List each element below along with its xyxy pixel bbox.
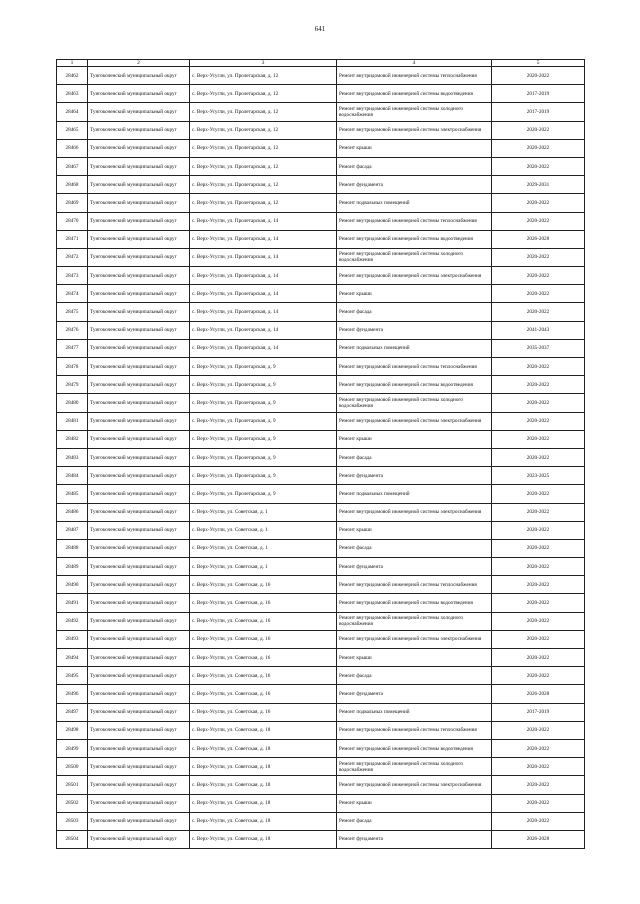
municipality-cell: Тунгокоченский муниципальный округ bbox=[88, 412, 190, 430]
address-cell: с. Верх-Усугли, ул. Пролетарская, д. 14 bbox=[190, 303, 337, 321]
address-cell: с. Верх-Усугли, ул. Пролетарская, д. 9 bbox=[190, 376, 337, 394]
address-cell: с. Верх-Усугли, ул. Советская, д. 1 bbox=[190, 521, 337, 539]
municipality-cell: Тунгокоченский муниципальный округ bbox=[88, 157, 190, 175]
row-number: 28499 bbox=[57, 739, 88, 757]
period-cell: 2020-2022 bbox=[492, 594, 585, 612]
row-number: 28502 bbox=[57, 794, 88, 812]
municipality-cell: Тунгокоченский муниципальный округ bbox=[88, 285, 190, 303]
table-row bbox=[57, 649, 585, 667]
period-cell: 2020-2022 bbox=[492, 539, 585, 557]
work-type-cell: Ремонт подвальных помещений bbox=[337, 485, 492, 503]
row-number: 28503 bbox=[57, 812, 88, 830]
row-number: 28488 bbox=[57, 539, 88, 557]
row-number: 28469 bbox=[57, 194, 88, 212]
municipality-cell: Тунгокоченский муниципальный округ bbox=[88, 194, 190, 212]
municipality-cell: Тунгокоченский муниципальный округ bbox=[88, 267, 190, 285]
municipality-cell: Тунгокоченский муниципальный округ bbox=[88, 85, 190, 103]
municipality-cell: Тунгокоченский муниципальный округ bbox=[88, 739, 190, 757]
row-number: 28496 bbox=[57, 685, 88, 703]
address-cell: с. Верх-Усугли, ул. Пролетарская, д. 12 bbox=[190, 121, 337, 139]
row-number: 28485 bbox=[57, 485, 88, 503]
period-cell: 2026-2028 bbox=[492, 830, 585, 848]
row-number: 28471 bbox=[57, 230, 88, 248]
period-cell: 2020-2022 bbox=[492, 139, 585, 157]
period-cell: 2020-2022 bbox=[492, 776, 585, 794]
address-cell: с. Верх-Усугли, ул. Пролетарская, д. 12 bbox=[190, 85, 337, 103]
municipality-cell: Тунгокоченский муниципальный округ bbox=[88, 667, 190, 685]
table-row bbox=[57, 503, 585, 521]
row-number: 28468 bbox=[57, 176, 88, 194]
column-header-3: 3 bbox=[190, 60, 337, 67]
table-row bbox=[57, 85, 585, 103]
table-row bbox=[57, 467, 585, 485]
work-type-cell: Ремонт внутридомовой инженерной системы водоотведения bbox=[337, 376, 492, 394]
table-row bbox=[57, 739, 585, 757]
address-cell: с. Верх-Усугли, ул. Советская, д. 18 bbox=[190, 758, 337, 776]
row-number: 28479 bbox=[57, 376, 88, 394]
municipality-cell: Тунгокоченский муниципальный округ bbox=[88, 703, 190, 721]
address-cell: с. Верх-Усугли, ул. Пролетарская, д. 12 bbox=[190, 139, 337, 157]
address-cell: с. Верх-Усугли, ул. Советская, д. 18 bbox=[190, 794, 337, 812]
table-row bbox=[57, 485, 585, 503]
address-cell: с. Верх-Усугли, ул. Пролетарская, д. 9 bbox=[190, 430, 337, 448]
table-row bbox=[57, 157, 585, 175]
address-cell: с. Верх-Усугли, ул. Пролетарская, д. 9 bbox=[190, 358, 337, 376]
work-type-cell: Ремонт фундамента bbox=[337, 685, 492, 703]
period-cell: 2017-2019 bbox=[492, 85, 585, 103]
table-row bbox=[57, 558, 585, 576]
address-cell: с. Верх-Усугли, ул. Пролетарская, д. 12 bbox=[190, 194, 337, 212]
table-row bbox=[57, 194, 585, 212]
period-cell: 2020-2022 bbox=[492, 285, 585, 303]
table-row bbox=[57, 412, 585, 430]
address-cell: с. Верх-Усугли, ул. Пролетарская, д. 9 bbox=[190, 412, 337, 430]
municipality-cell: Тунгокоченский муниципальный округ bbox=[88, 448, 190, 466]
address-cell: с. Верх-Усугли, ул. Пролетарская, д. 14 bbox=[190, 230, 337, 248]
row-number: 28478 bbox=[57, 358, 88, 376]
address-cell: с. Верх-Усугли, ул. Пролетарская, д. 9 bbox=[190, 467, 337, 485]
period-cell: 2020-2022 bbox=[492, 503, 585, 521]
work-type-cell: Ремонт внутридомовой инженерной системы теплоснабжения bbox=[337, 721, 492, 739]
row-number: 28494 bbox=[57, 649, 88, 667]
table-row bbox=[57, 267, 585, 285]
municipality-cell: Тунгокоченский муниципальный округ bbox=[88, 248, 190, 266]
period-cell: 2020-2022 bbox=[492, 739, 585, 757]
row-number: 28477 bbox=[57, 339, 88, 357]
table-row bbox=[57, 758, 585, 776]
table-row bbox=[57, 830, 585, 848]
address-cell: с. Верх-Усугли, ул. Пролетарская, д. 9 bbox=[190, 485, 337, 503]
municipality-cell: Тунгокоченский муниципальный округ bbox=[88, 176, 190, 194]
table-row bbox=[57, 394, 585, 412]
row-number: 28480 bbox=[57, 394, 88, 412]
table-row bbox=[57, 776, 585, 794]
period-cell: 2020-2022 bbox=[492, 794, 585, 812]
table-row bbox=[57, 67, 585, 85]
address-cell: с. Верх-Усугли, ул. Советская, д. 18 bbox=[190, 721, 337, 739]
table-row bbox=[57, 576, 585, 594]
work-type-cell: Ремонт внутридомовой инженерной системы водоотведения bbox=[337, 230, 492, 248]
period-cell: 2026-2028 bbox=[492, 230, 585, 248]
municipality-cell: Тунгокоченский муниципальный округ bbox=[88, 794, 190, 812]
period-cell: 2020-2022 bbox=[492, 667, 585, 685]
table-row bbox=[57, 358, 585, 376]
municipality-cell: Тунгокоченский муниципальный округ bbox=[88, 230, 190, 248]
work-type-cell: Ремонт внутридомовой инженерной системы холодного водоснабжения bbox=[337, 103, 492, 121]
work-type-cell: Ремонт внутридомовой инженерной системы холодного водоснабжения bbox=[337, 758, 492, 776]
municipality-cell: Тунгокоченский муниципальный округ bbox=[88, 539, 190, 557]
row-number: 28466 bbox=[57, 139, 88, 157]
table-row bbox=[57, 612, 585, 630]
table-row bbox=[57, 685, 585, 703]
period-cell: 2020-2022 bbox=[492, 812, 585, 830]
row-number: 28483 bbox=[57, 448, 88, 466]
work-type-cell: Ремонт фундамента bbox=[337, 558, 492, 576]
page-number: 641 bbox=[314, 25, 326, 33]
table-row bbox=[57, 630, 585, 648]
municipality-cell: Тунгокоченский муниципальный округ bbox=[88, 685, 190, 703]
address-cell: с. Верх-Усугли, ул. Пролетарская, д. 14 bbox=[190, 248, 337, 266]
work-type-cell: Ремонт внутридомовой инженерной системы теплоснабжения bbox=[337, 576, 492, 594]
period-cell: 2020-2022 bbox=[492, 267, 585, 285]
municipality-cell: Тунгокоченский муниципальный округ bbox=[88, 612, 190, 630]
municipality-cell: Тунгокоченский муниципальный округ bbox=[88, 430, 190, 448]
row-number: 28497 bbox=[57, 703, 88, 721]
address-cell: с. Верх-Усугли, ул. Советская, д. 18 bbox=[190, 830, 337, 848]
period-cell: 2020-2022 bbox=[492, 448, 585, 466]
table-header-row bbox=[57, 60, 585, 67]
municipality-cell: Тунгокоченский муниципальный округ bbox=[88, 139, 190, 157]
period-cell: 2017-2019 bbox=[492, 703, 585, 721]
row-number: 28504 bbox=[57, 830, 88, 848]
row-number: 28491 bbox=[57, 594, 88, 612]
table-row bbox=[57, 230, 585, 248]
work-type-cell: Ремонт внутридомовой инженерной системы водоотведения bbox=[337, 85, 492, 103]
row-number: 28492 bbox=[57, 612, 88, 630]
address-cell: с. Верх-Усугли, ул. Советская, д. 18 bbox=[190, 739, 337, 757]
period-cell: 2020-2022 bbox=[492, 194, 585, 212]
row-number: 28470 bbox=[57, 212, 88, 230]
table-row bbox=[57, 521, 585, 539]
address-cell: с. Верх-Усугли, ул. Пролетарская, д. 14 bbox=[190, 212, 337, 230]
period-cell: 2020-2022 bbox=[492, 630, 585, 648]
period-cell: 2020-2022 bbox=[492, 758, 585, 776]
municipality-cell: Тунгокоченский муниципальный округ bbox=[88, 812, 190, 830]
address-cell: с. Верх-Усугли, ул. Пролетарская, д. 12 bbox=[190, 176, 337, 194]
municipality-cell: Тунгокоченский муниципальный округ bbox=[88, 576, 190, 594]
table-row bbox=[57, 321, 585, 339]
address-cell: с. Верх-Усугли, ул. Советская, д. 1 bbox=[190, 539, 337, 557]
address-cell: с. Верх-Усугли, ул. Пролетарская, д. 14 bbox=[190, 321, 337, 339]
municipality-cell: Тунгокоченский муниципальный округ bbox=[88, 67, 190, 85]
row-number: 28465 bbox=[57, 121, 88, 139]
table-row bbox=[57, 285, 585, 303]
address-cell: с. Верх-Усугли, ул. Советская, д. 16 bbox=[190, 649, 337, 667]
table-row bbox=[57, 176, 585, 194]
table-row bbox=[57, 103, 585, 121]
column-header-5: 5 bbox=[492, 60, 585, 67]
period-cell: 2023-2025 bbox=[492, 467, 585, 485]
period-cell: 2020-2022 bbox=[492, 521, 585, 539]
table-row bbox=[57, 703, 585, 721]
table-row bbox=[57, 139, 585, 157]
address-cell: с. Верх-Усугли, ул. Пролетарская, д. 9 bbox=[190, 448, 337, 466]
row-number: 28490 bbox=[57, 576, 88, 594]
period-cell: 2020-2022 bbox=[492, 612, 585, 630]
row-number: 28464 bbox=[57, 103, 88, 121]
row-number: 28493 bbox=[57, 630, 88, 648]
table-row bbox=[57, 812, 585, 830]
municipality-cell: Тунгокоченский муниципальный округ bbox=[88, 467, 190, 485]
table-row bbox=[57, 248, 585, 266]
table-row bbox=[57, 721, 585, 739]
work-type-cell: Ремонт фасада bbox=[337, 812, 492, 830]
address-cell: с. Верх-Усугли, ул. Советская, д. 16 bbox=[190, 594, 337, 612]
municipality-cell: Тунгокоченский муниципальный округ bbox=[88, 594, 190, 612]
row-number: 28486 bbox=[57, 503, 88, 521]
work-type-cell: Ремонт фундамента bbox=[337, 830, 492, 848]
table-row bbox=[57, 539, 585, 557]
row-number: 28475 bbox=[57, 303, 88, 321]
work-type-cell: Ремонт внутридомовой инженерной системы водоотведения bbox=[337, 739, 492, 757]
municipality-cell: Тунгокоченский муниципальный округ bbox=[88, 649, 190, 667]
period-cell: 2020-2022 bbox=[492, 558, 585, 576]
municipality-cell: Тунгокоченский муниципальный округ bbox=[88, 776, 190, 794]
address-cell: с. Верх-Усугли, ул. Пролетарская, д. 14 bbox=[190, 285, 337, 303]
repair-schedule-table bbox=[56, 59, 585, 849]
work-type-cell: Ремонт крыши bbox=[337, 285, 492, 303]
municipality-cell: Тунгокоченский муниципальный округ bbox=[88, 830, 190, 848]
column-header-4: 4 bbox=[337, 60, 492, 67]
address-cell: с. Верх-Усугли, ул. Советская, д. 16 bbox=[190, 612, 337, 630]
row-number: 28472 bbox=[57, 248, 88, 266]
period-cell: 2020-2022 bbox=[492, 67, 585, 85]
work-type-cell: Ремонт фасада bbox=[337, 539, 492, 557]
work-type-cell: Ремонт внутридомовой инженерной системы водоотведения bbox=[337, 594, 492, 612]
municipality-cell: Тунгокоченский муниципальный округ bbox=[88, 103, 190, 121]
period-cell: 2020-2022 bbox=[492, 157, 585, 175]
period-cell: 2026-2028 bbox=[492, 685, 585, 703]
table-row bbox=[57, 448, 585, 466]
municipality-cell: Тунгокоченский муниципальный округ bbox=[88, 558, 190, 576]
address-cell: с. Верх-Усугли, ул. Пролетарская, д. 12 bbox=[190, 103, 337, 121]
work-type-cell: Ремонт фасада bbox=[337, 157, 492, 175]
address-cell: с. Верх-Усугли, ул. Советская, д. 16 bbox=[190, 685, 337, 703]
address-cell: с. Верх-Усугли, ул. Пролетарская, д. 12 bbox=[190, 157, 337, 175]
table-row bbox=[57, 339, 585, 357]
municipality-cell: Тунгокоченский муниципальный округ bbox=[88, 376, 190, 394]
municipality-cell: Тунгокоченский муниципальный округ bbox=[88, 721, 190, 739]
row-number: 28495 bbox=[57, 667, 88, 685]
period-cell: 2020-2022 bbox=[492, 412, 585, 430]
period-cell: 2020-2022 bbox=[492, 430, 585, 448]
municipality-cell: Тунгокоченский муниципальный округ bbox=[88, 121, 190, 139]
table-row bbox=[57, 121, 585, 139]
work-type-cell: Ремонт внутридомовой инженерной системы холодного водоснабжения bbox=[337, 612, 492, 630]
period-cell: 2035-2037 bbox=[492, 339, 585, 357]
municipality-cell: Тунгокоченский муниципальный округ bbox=[88, 521, 190, 539]
row-number: 28467 bbox=[57, 157, 88, 175]
address-cell: с. Верх-Усугли, ул. Советская, д. 18 bbox=[190, 776, 337, 794]
address-cell: с. Верх-Усугли, ул. Советская, д. 18 bbox=[190, 812, 337, 830]
column-header-2: 2 bbox=[88, 60, 190, 67]
municipality-cell: Тунгокоченский муниципальный округ bbox=[88, 321, 190, 339]
row-number: 28474 bbox=[57, 285, 88, 303]
work-type-cell: Ремонт фундамента bbox=[337, 321, 492, 339]
work-type-cell: Ремонт внутридомовой инженерной системы электроснабжения bbox=[337, 503, 492, 521]
period-cell: 2020-2022 bbox=[492, 394, 585, 412]
period-cell: 2020-2022 bbox=[492, 121, 585, 139]
municipality-cell: Тунгокоченский муниципальный округ bbox=[88, 758, 190, 776]
table-row bbox=[57, 667, 585, 685]
table-row bbox=[57, 430, 585, 448]
row-number: 28462 bbox=[57, 67, 88, 85]
period-cell: 2020-2022 bbox=[492, 358, 585, 376]
row-number: 28487 bbox=[57, 521, 88, 539]
table-row bbox=[57, 794, 585, 812]
municipality-cell: Тунгокоченский муниципальный округ bbox=[88, 503, 190, 521]
work-type-cell: Ремонт внутридомовой инженерной системы электроснабжения bbox=[337, 630, 492, 648]
row-number: 28501 bbox=[57, 776, 88, 794]
work-type-cell: Ремонт фасада bbox=[337, 303, 492, 321]
work-type-cell: Ремонт внутридомовой инженерной системы холодного водоснабжения bbox=[337, 248, 492, 266]
period-cell: 2020-2022 bbox=[492, 376, 585, 394]
work-type-cell: Ремонт подвальных помещений bbox=[337, 703, 492, 721]
work-type-cell: Ремонт подвальных помещений bbox=[337, 339, 492, 357]
work-type-cell: Ремонт внутридомовой инженерной системы электроснабжения bbox=[337, 776, 492, 794]
municipality-cell: Тунгокоченский муниципальный округ bbox=[88, 339, 190, 357]
period-cell: 2020-2022 bbox=[492, 303, 585, 321]
work-type-cell: Ремонт фасада bbox=[337, 448, 492, 466]
work-type-cell: Ремонт внутридомовой инженерной системы электроснабжения bbox=[337, 412, 492, 430]
municipality-cell: Тунгокоченский муниципальный округ bbox=[88, 212, 190, 230]
period-cell: 2020-2022 bbox=[492, 212, 585, 230]
work-type-cell: Ремонт фасада bbox=[337, 667, 492, 685]
work-type-cell: Ремонт внутридомовой инженерной системы теплоснабжения bbox=[337, 358, 492, 376]
municipality-cell: Тунгокоченский муниципальный округ bbox=[88, 485, 190, 503]
address-cell: с. Верх-Усугли, ул. Советская, д. 16 bbox=[190, 576, 337, 594]
work-type-cell: Ремонт фундамента bbox=[337, 467, 492, 485]
work-type-cell: Ремонт фундамента bbox=[337, 176, 492, 194]
municipality-cell: Тунгокоченский муниципальный округ bbox=[88, 630, 190, 648]
work-type-cell: Ремонт крыши bbox=[337, 139, 492, 157]
row-number: 28482 bbox=[57, 430, 88, 448]
row-number: 28500 bbox=[57, 758, 88, 776]
municipality-cell: Тунгокоченский муниципальный округ bbox=[88, 358, 190, 376]
period-cell: 2020-2022 bbox=[492, 485, 585, 503]
table-row bbox=[57, 594, 585, 612]
address-cell: с. Верх-Усугли, ул. Советская, д. 16 bbox=[190, 667, 337, 685]
table-row bbox=[57, 303, 585, 321]
work-type-cell: Ремонт внутридомовой инженерной системы электроснабжения bbox=[337, 267, 492, 285]
address-cell: с. Верх-Усугли, ул. Пролетарская, д. 12 bbox=[190, 67, 337, 85]
work-type-cell: Ремонт внутридомовой инженерной системы теплоснабжения bbox=[337, 212, 492, 230]
table-row bbox=[57, 212, 585, 230]
row-number: 28473 bbox=[57, 267, 88, 285]
municipality-cell: Тунгокоченский муниципальный округ bbox=[88, 394, 190, 412]
period-cell: 2020-2022 bbox=[492, 248, 585, 266]
row-number: 28481 bbox=[57, 412, 88, 430]
row-number: 28476 bbox=[57, 321, 88, 339]
column-header-1: 1 bbox=[57, 60, 88, 67]
period-cell: 2041-2043 bbox=[492, 321, 585, 339]
address-cell: с. Верх-Усугли, ул. Советская, д. 16 bbox=[190, 630, 337, 648]
row-number: 28484 bbox=[57, 467, 88, 485]
address-cell: с. Верх-Усугли, ул. Советская, д. 1 bbox=[190, 503, 337, 521]
row-number: 28463 bbox=[57, 85, 88, 103]
work-type-cell: Ремонт внутридомовой инженерной системы электроснабжения bbox=[337, 121, 492, 139]
address-cell: с. Верх-Усугли, ул. Пролетарская, д. 14 bbox=[190, 339, 337, 357]
work-type-cell: Ремонт крыши bbox=[337, 430, 492, 448]
work-type-cell: Ремонт крыши bbox=[337, 794, 492, 812]
address-cell: с. Верх-Усугли, ул. Пролетарская, д. 9 bbox=[190, 394, 337, 412]
period-cell: 2020-2022 bbox=[492, 721, 585, 739]
municipality-cell: Тунгокоченский муниципальный округ bbox=[88, 303, 190, 321]
work-type-cell: Ремонт подвальных помещений bbox=[337, 194, 492, 212]
period-cell: 2020-2022 bbox=[492, 649, 585, 667]
table-row bbox=[57, 376, 585, 394]
work-type-cell: Ремонт крыши bbox=[337, 521, 492, 539]
address-cell: с. Верх-Усугли, ул. Советская, д. 16 bbox=[190, 703, 337, 721]
period-cell: 2020-2022 bbox=[492, 576, 585, 594]
period-cell: 2029-2031 bbox=[492, 176, 585, 194]
address-cell: с. Верх-Усугли, ул. Пролетарская, д. 14 bbox=[190, 267, 337, 285]
work-type-cell: Ремонт внутридомовой инженерной системы холодного водоснабжения bbox=[337, 394, 492, 412]
work-type-cell: Ремонт крыши bbox=[337, 649, 492, 667]
work-type-cell: Ремонт внутридомовой инженерной системы теплоснабжения bbox=[337, 67, 492, 85]
period-cell: 2017-2019 bbox=[492, 103, 585, 121]
address-cell: с. Верх-Усугли, ул. Советская, д. 1 bbox=[190, 558, 337, 576]
row-number: 28498 bbox=[57, 721, 88, 739]
row-number: 28489 bbox=[57, 558, 88, 576]
